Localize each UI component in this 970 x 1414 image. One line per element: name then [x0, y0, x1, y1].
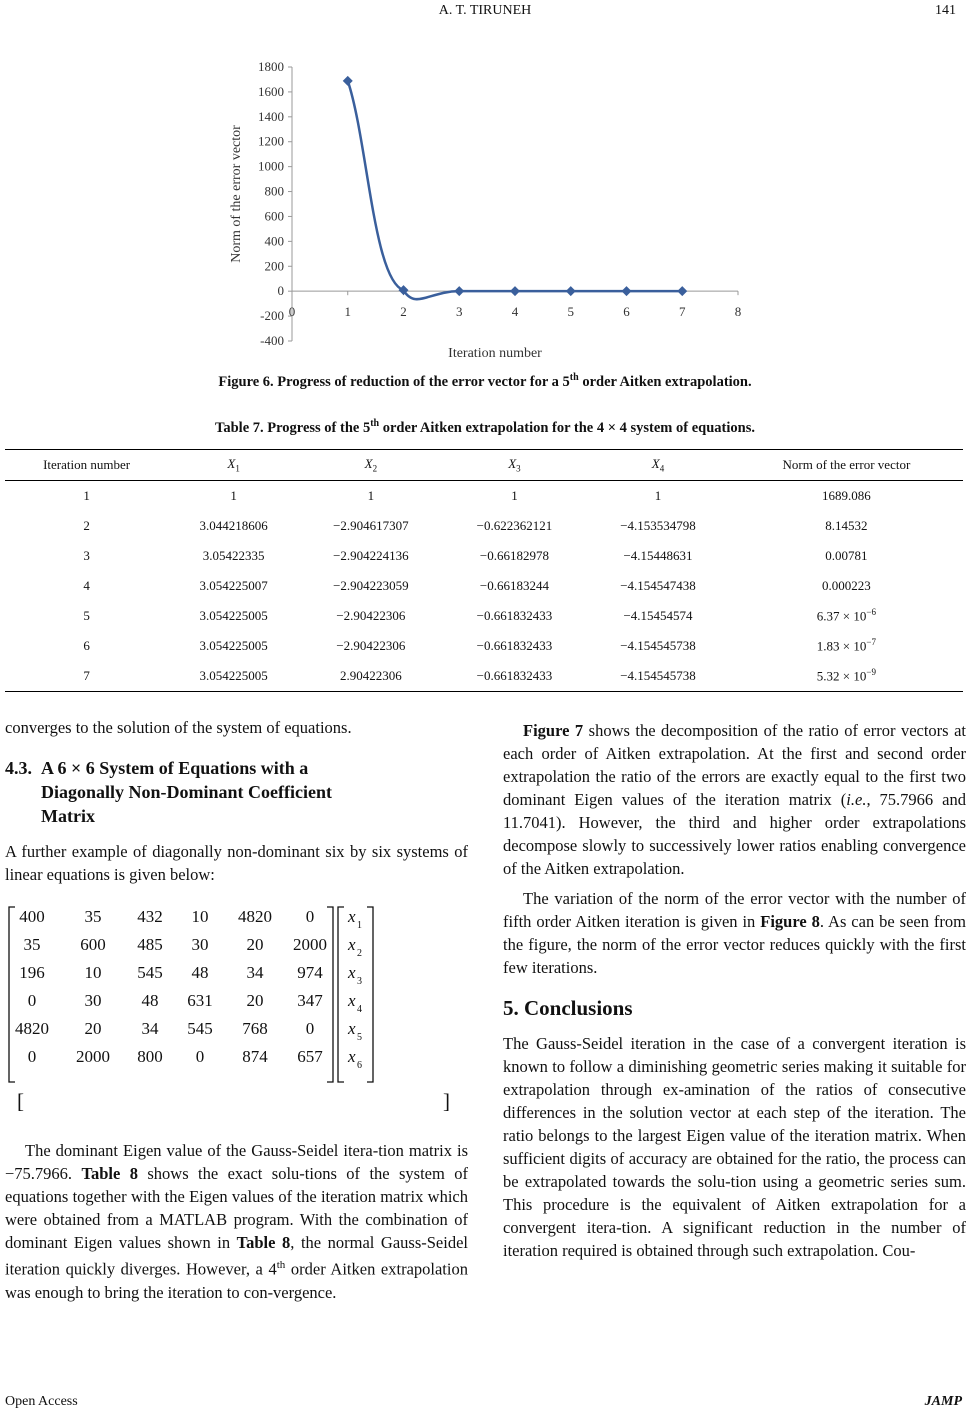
matrix-entry: 30: [191, 935, 209, 954]
table-cell: −4.154547438: [620, 577, 696, 593]
table-header-cell: $X_4$: [586, 450, 730, 481]
table-cell: 8.14532: [825, 517, 868, 533]
table-cell: 3.054225007: [199, 577, 268, 593]
data-point: [566, 286, 576, 296]
matrix-entry: 0: [27, 991, 37, 1010]
matrix-entry: 4820: [15, 1019, 49, 1038]
matrix-entry: 4820: [238, 907, 272, 926]
table-cell: −0.66183244: [479, 577, 549, 593]
matrix-entry: 20: [246, 935, 264, 954]
table-cell: 3.054225005: [199, 637, 268, 653]
table-header-cell: $X_2$: [299, 450, 443, 481]
rhs-vector: [5, 1089, 465, 1118]
table-cell: −4.154545738: [586, 661, 730, 692]
x-tick-label: 8: [734, 304, 742, 320]
vector-entry-subscript: 3: [357, 976, 362, 987]
table-cell: 2: [83, 517, 90, 533]
table-cell: 1: [83, 487, 90, 503]
matrix-entry: 34: [246, 963, 264, 982]
table-cell: −0.661832433: [476, 637, 553, 653]
y-tick-label: 0: [277, 283, 284, 299]
x-axis-label: Iteration number: [448, 346, 542, 361]
table-cell: −4.15454574: [623, 607, 693, 623]
paragraph: Figure 7 shows the decomposition of the ratio of error vectors at each order of Aitken extrapolation. At the first and second order extrapolation the ratio of the errors are exactly equal to the first two dominant Eigen values of the iteration matrix (i.e., 75.7966 and 11.7041). However, the third and higher order extrapolations decompose slowly to successively lower ratios enabling convergence of the Aitken extrapolation.: [503, 721, 966, 878]
paragraph: The dominant Eigen value of the Gauss-Seidel itera-tion matrix is −75.7966. Table 8 shows the exact solu-tions of the system of equations together with the Eigen values of the iteration matrix which were obtained from a MATLAB program. With the combination of dominant Eigen values shown in Table 8, the normal Gauss-Seidel iteration quickly diverges. However, a 4th order Aitken extrapolation was enough to bring the iteration to con-vergence.: [5, 1141, 468, 1302]
matrix-entry: 974: [297, 963, 323, 982]
y-tick-label: 800: [264, 183, 284, 199]
table-cell: 1: [367, 487, 375, 503]
matrix-entry: 800: [137, 1047, 163, 1066]
table-cell: $1.83 \times 10^{-7}$: [816, 636, 876, 654]
vector-entry: x: [348, 1019, 356, 1038]
right-column: [503, 719, 966, 1262]
matrix-entry: 2000: [293, 935, 327, 954]
matrix-entry: 657: [297, 1047, 323, 1066]
x-tick-label: 7: [679, 304, 686, 320]
matrix-entry: 874: [242, 1047, 268, 1066]
matrix-entry: 10: [191, 907, 209, 926]
matrix-entry: 0: [305, 1019, 315, 1038]
table-cell: 0.000223: [822, 577, 871, 593]
table-cell: 1689.086: [822, 487, 871, 503]
section-heading-4-3: 4.3. A 6 × 6 System of Equations with a Diagonally Non-Dominant Coefficient Matrix: [5, 758, 332, 826]
table-cell: 3.044218606: [199, 517, 268, 533]
matrix-entry: 0: [195, 1047, 205, 1066]
table-cell: −0.661832433: [476, 607, 553, 623]
table-cell: −4.15448631: [623, 547, 693, 563]
table-cell: 1: [511, 487, 518, 503]
matrix-entry: 631: [187, 991, 213, 1010]
table-cell: 1: [230, 487, 237, 503]
table-row: [5, 661, 963, 692]
vector-entry: x: [348, 935, 356, 954]
table-cell: −2.904224136: [333, 547, 409, 563]
page-number: 141: [935, 3, 956, 18]
table-cell: 3.05422335: [202, 547, 265, 563]
left-column-lower: [5, 1139, 468, 1304]
matrix-entry: 485: [137, 935, 163, 954]
vector-bracket-left: [338, 907, 344, 1082]
table-header-cell: Iteration number: [5, 450, 168, 481]
matrix-entry: 0: [27, 1047, 37, 1066]
table-header-cell: Norm of the error vector: [730, 450, 963, 481]
vector-entry-subscript: 5: [357, 1032, 362, 1043]
table-cell: −0.622362121: [476, 517, 553, 533]
equation-matrix: [5, 905, 465, 1090]
section-heading-conclusions: 5. Conclusions: [503, 996, 633, 1020]
matrix-entry: 400: [19, 907, 45, 926]
table-cell: 0.00781: [825, 547, 868, 563]
footer-journal: JAMP: [924, 1394, 962, 1409]
table-cell: 7: [5, 661, 168, 692]
matrix-entry: 34: [141, 1019, 159, 1038]
matrix-entry: 545: [137, 963, 163, 982]
table-caption: Table 7. Progress of the 5th order Aitken extrapolation for the 4 × 4 system of equations.: [215, 418, 755, 436]
matrix-bracket-right: [327, 907, 333, 1082]
data-point: [677, 286, 687, 296]
series-line: [348, 81, 683, 299]
table-row: [5, 571, 963, 601]
x-tick-label: 5: [567, 304, 574, 320]
x-tick-label: 6: [623, 304, 630, 320]
table-cell: −0.66182978: [479, 547, 549, 563]
table-cell: −2.90422306: [336, 607, 406, 623]
vector-entry: x: [348, 963, 356, 982]
x-tick-label: 4: [511, 304, 519, 320]
table-cell: −4.153534798: [620, 517, 696, 533]
y-tick-label: 1600: [258, 83, 284, 99]
table-cell: 2.90422306: [299, 661, 443, 692]
data-point: [510, 286, 520, 296]
y-tick-label: -400: [260, 333, 284, 348]
table-row: [5, 480, 963, 511]
vector-entry-subscript: 2: [357, 948, 362, 959]
table-cell: −2.904223059: [333, 577, 409, 593]
matrix-entry: 0: [305, 907, 315, 926]
data-point: [454, 286, 464, 296]
y-tick-label: 1200: [258, 133, 284, 149]
x-tick-label: 1: [344, 304, 351, 320]
data-point: [622, 286, 632, 296]
x-tick-label: 3: [456, 304, 463, 320]
table-cell: 3: [83, 547, 90, 563]
matrix-bracket-left: [9, 907, 15, 1082]
table-row: [5, 601, 963, 631]
table-header-cell: $X_3$: [443, 450, 587, 481]
running-header-author: A. T. TIRUNEH: [438, 3, 532, 18]
matrix-entry: 10: [84, 963, 102, 982]
y-axis-label: Norm of the error vector: [229, 125, 244, 263]
table-cell: 3.054225005: [168, 661, 299, 692]
table-cell: 6: [83, 637, 90, 653]
vector-entry-subscript: 6: [357, 1060, 362, 1071]
y-tick-label: -200: [260, 308, 284, 324]
table-cell: 1: [654, 487, 662, 503]
table-cell: 5: [83, 607, 90, 623]
matrix-entry: 48: [141, 991, 159, 1010]
table-cell: −2.90422306: [336, 637, 406, 653]
table-row: [5, 631, 963, 661]
matrix-entry: 768: [242, 1019, 268, 1038]
paragraph: A further example of diagonally non-dominant six by six systems of linear equations is given below:: [5, 842, 468, 884]
matrix-entry: 30: [84, 991, 102, 1010]
matrix-entry: 196: [19, 963, 45, 982]
y-tick-label: 1000: [258, 158, 284, 174]
vector-entry: x: [348, 907, 356, 926]
aitken-progress-table: [5, 449, 963, 692]
y-tick-label: 1800: [258, 59, 284, 74]
x-tick-label: 0: [288, 304, 296, 320]
y-tick-label: 1400: [258, 108, 284, 124]
paragraph: converges to the solution of the system of equations.: [5, 718, 352, 737]
matrix-entry: 35: [84, 907, 102, 926]
footer-open-access: Open Access: [5, 1394, 78, 1409]
table-cell: 4: [83, 577, 90, 593]
x-tick-label: 2: [400, 304, 407, 320]
paragraph: The variation of the norm of the error vector with the number of fifth order Aitken iteration is given in Figure 8. As can be seen from the figure, the norm of the error vector reduces quickly with the first few iterations.: [503, 889, 966, 977]
table-cell: −0.661832433: [443, 661, 587, 692]
table-cell: $5.32 \times 10^{-9}$: [730, 661, 963, 692]
data-point: [343, 76, 353, 86]
table-header-cell: $X_1$: [168, 450, 299, 481]
matrix-entry: 48: [191, 963, 209, 982]
table-row: [5, 511, 963, 541]
rhs-bracket-left: [: [17, 1089, 24, 1113]
figure-caption: Figure 6. Progress of reduction of the error vector for a 5th order Aitken extrapolation.: [218, 372, 752, 390]
vector-entry: x: [348, 991, 356, 1010]
table-row: [5, 541, 963, 571]
error-norm-chart: [220, 55, 760, 365]
matrix-entry: 20: [84, 1019, 102, 1038]
vector-entry-subscript: 1: [357, 920, 362, 931]
vector-entry-subscript: 4: [357, 1004, 362, 1015]
y-tick-label: 400: [264, 233, 284, 249]
rhs-bracket-right: ]: [443, 1089, 450, 1113]
table-cell: −2.904617307: [333, 517, 409, 533]
matrix-entry: 545: [187, 1019, 213, 1038]
left-column: [5, 716, 468, 886]
y-tick-label: 600: [264, 208, 284, 224]
matrix-entry: 347: [297, 991, 323, 1010]
matrix-entry: 600: [80, 935, 106, 954]
table-cell: $6.37 \times 10^{-6}$: [816, 606, 876, 624]
matrix-entry: 432: [137, 907, 163, 926]
matrix-entry: 35: [23, 935, 41, 954]
table-cell: −4.154545738: [620, 637, 696, 653]
y-tick-label: 200: [264, 258, 284, 274]
table-cell: 3.054225005: [199, 607, 268, 623]
paragraph: The Gauss-Seidel iteration in the case of a convergent iteration is known to follow a diminishing geometric series making it suitable for extrapolation through ex-amination of the ratios of consecutive differences in the solution vector at each step of the iteration. The ratio belongs to the largest Eigen value of the iteration matrix. When sufficient digits of accuracy are obtained for the ratio, the process can be extrapolated towards the solu-tion using a geometric series sum. This procedure is the equivalent of Aitken extrapolation for a convergent itera-tion. A significant reduction in the number of iteration required is obtained through such extrapolation. Cou-: [503, 1034, 966, 1260]
vector-entry: x: [348, 1047, 356, 1066]
matrix-entry: 2000: [76, 1047, 110, 1066]
matrix-entry: 20: [246, 991, 264, 1010]
vector-bracket-right: [367, 907, 373, 1082]
